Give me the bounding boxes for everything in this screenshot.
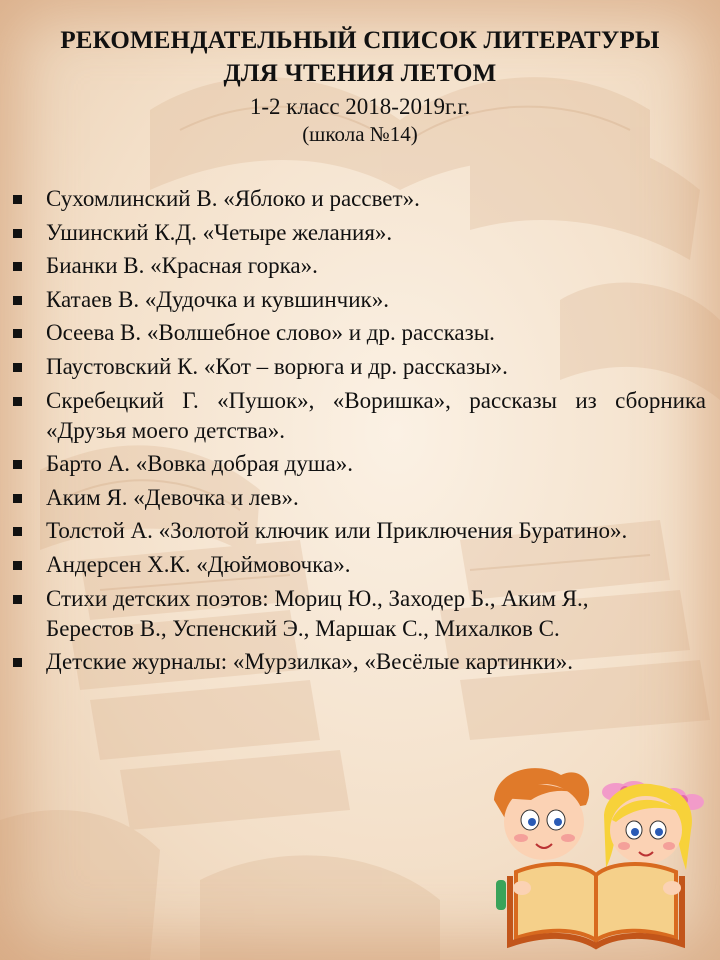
page-title-line-1: РЕКОМЕНДАТЕЛЬНЫЙ СПИСОК ЛИТЕРАТУРЫ [60,27,660,54]
square-bullet-icon [13,460,22,469]
list-item-text: Детские журналы: «Мурзилка», «Весёлые картинки». [46,649,573,675]
square-bullet-icon [13,527,22,536]
square-bullet-icon [13,262,22,271]
school-label: (школа №14) [302,122,418,146]
list-item [0,251,720,281]
list-item [0,647,720,677]
list-item [0,516,720,546]
square-bullet-icon [13,363,22,372]
list-item-text: Сухомлинский В. «Яблоко и рассвет». [46,186,420,211]
list-item-text: Андерсен Х.К. «Дюймовочка». [46,551,351,577]
list-item-text: Паустовский К. «Кот – ворюга и др. рассказы». [46,353,508,379]
square-bullet-icon [13,329,22,338]
list-item [0,285,720,315]
list-item [0,352,720,382]
list-item [0,483,720,513]
children-reading-book-illustration [486,760,706,950]
square-bullet-icon [13,229,22,238]
header [0,24,720,148]
list-item [0,449,720,479]
list-item [0,318,720,348]
list-item [0,386,720,446]
list-item-text: Катаев В. «Дудочка и кувшинчик». [46,286,389,312]
list-item-text: Стихи детских поэтов: Мориц Ю., Заходер Б., Аким Я., Берестов В., Успенский Э., Маршак С., Михалков С. [46,585,589,641]
list-item-text: Толстой А. «Золотой ключик или Приключения Буратино». [46,518,628,544]
square-bullet-icon [13,494,22,503]
page-title-line-2: ДЛЯ ЧТЕНИЯ ЛЕТОМ [223,60,497,87]
list-item-text: Аким Я. «Девочка и лев». [46,484,299,510]
list-item-text: Ушинский К.Д. «Четыре желания». [46,219,393,245]
square-bullet-icon [13,397,22,406]
list-item [0,550,720,580]
list-item [0,218,720,248]
square-bullet-icon [13,595,22,604]
square-bullet-icon [13,658,22,667]
square-bullet-icon [13,296,22,305]
list-item-text: Бианки В. «Красная горка». [46,253,318,279]
square-bullet-icon [13,561,22,570]
reading-list [0,184,720,681]
list-item [0,184,720,214]
grade-years-subtitle: 1-2 класс 2018-2019г.г. [249,94,471,119]
square-bullet-icon [13,195,22,204]
list-item-text: Скребецкий Г. «Пушок», «Воришка», рассказы из сборника «Друзья моего детства». [46,387,706,443]
list-item [0,584,720,644]
list-item-text: Барто А. «Вовка добрая душа». [46,451,354,477]
list-item-text: Осеева В. «Волшебное слово» и др. рассказы. [46,320,495,346]
